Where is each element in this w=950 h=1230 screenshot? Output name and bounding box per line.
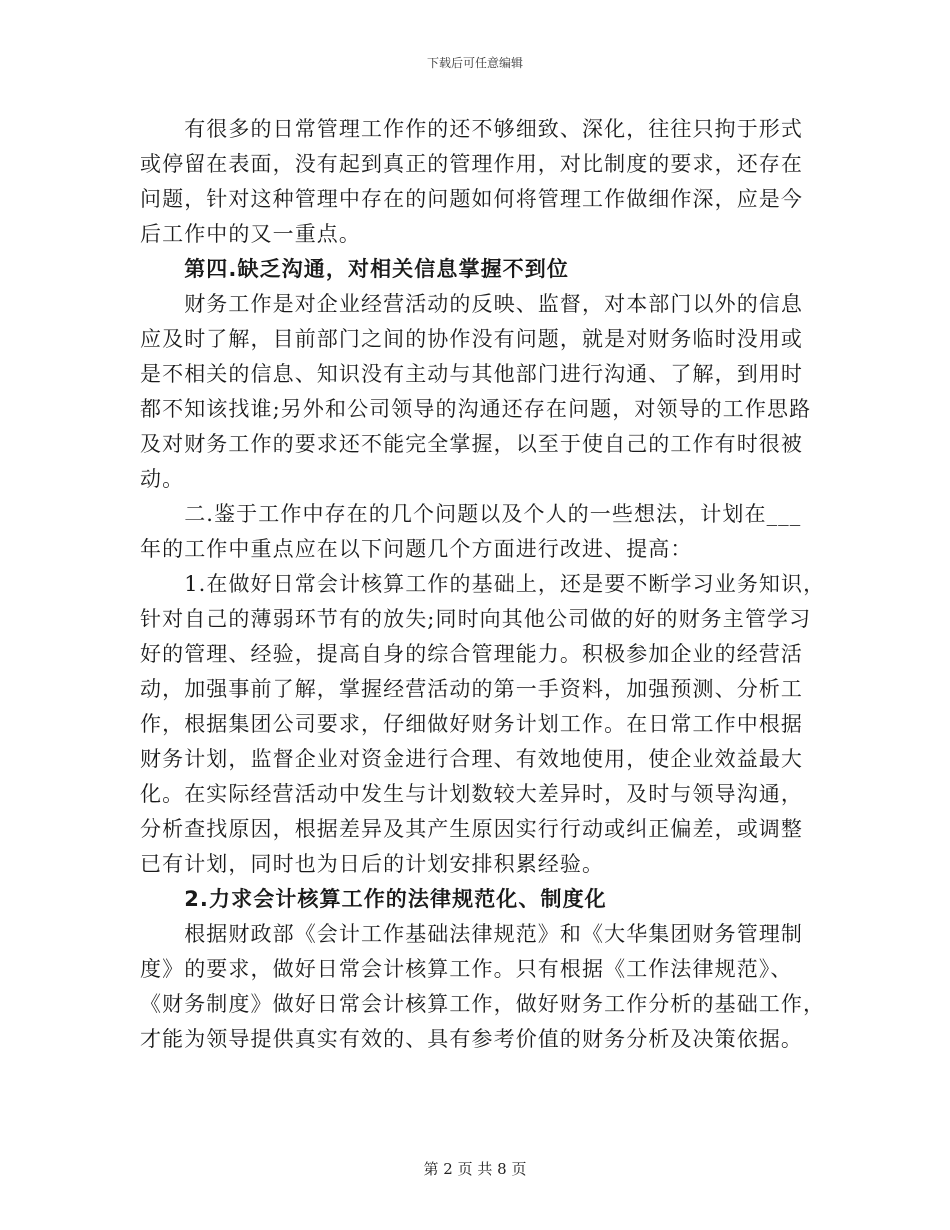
text-line: 动。 — [140, 467, 185, 491]
text-line: 针对自己的薄弱环节有的放失;同时向其他公司做的好的财务主管学习 — [140, 607, 812, 631]
text-line: 分析查找原因，根据差异及其产生原因实行行动或纠正偏差，或调整 — [140, 817, 803, 841]
text-line: 及对财务工作的要求还不能完全掌握，以至于使自己的工作有时很被 — [140, 432, 803, 456]
text-line: 根据财政部《会计工作基础法律规范》和《大华集团财务管理制 — [140, 922, 803, 946]
text-line: 作，根据集团公司要求，仔细做好财务计划工作。在日常工作中根据 — [140, 712, 803, 736]
document-body — [140, 112, 826, 1057]
text-line: 财务计划，监督企业对资金进行合理、有效地使用，使企业效益最大 — [140, 747, 803, 771]
text-line: 问题，针对这种管理中存在的问题如何将管理工作做细作深，应是今 — [140, 187, 803, 211]
text-line: 度》的要求，做好日常会计核算工作。只有根据《工作法律规范》、 — [140, 957, 793, 981]
section-heading: 第四.缺乏沟通，对相关信息掌握不到位 — [140, 257, 569, 281]
page-header: 下载后可任意编辑 — [426, 56, 523, 70]
text-line: 财务工作是对企业经营活动的反映、监督，对本部门以外的信息 — [140, 292, 803, 316]
text-line: 二.鉴于工作中存在的几个问题以及个人的一些想法，计划在___ — [140, 502, 802, 526]
text-line: 《财务制度》做好日常会计核算工作，做好财务工作分析的基础工作， — [140, 992, 826, 1016]
text-line: 应及时了解，目前部门之间的协作没有问题，就是对财务临时没用或 — [140, 327, 803, 351]
text-line: 是不相关的信息、知识没有主动与其他部门进行沟通、了解，到用时 — [140, 362, 803, 386]
text-line: 有很多的日常管理工作作的还不够细致、深化，往往只拘于形式 — [140, 117, 803, 141]
text-line: 后工作中的又一重点。 — [140, 222, 361, 246]
text-line: 化。在实际经营活动中发生与计划数较大差异时，及时与领导沟通， — [140, 782, 803, 806]
text-line: 年的工作中重点应在以下问题几个方面进行改进、提高： — [140, 537, 693, 561]
text-line: 好的管理、经验，提高自身的综合管理能力。积极参加企业的经营活 — [140, 642, 803, 666]
text-line: 都不知该找谁;另外和公司领导的沟通还存在问题，对领导的工作思路 — [140, 397, 812, 421]
section-heading: 2.力求会计核算工作的法律规范化、制度化 — [140, 887, 607, 911]
text-line: 才能为领导提供真实有效的、具有参考价值的财务分析及决策依据。 — [140, 1027, 803, 1051]
text-line: 动，加强事前了解，掌握经营活动的第一手资料，加强预测、分析工 — [140, 677, 803, 701]
text-line: 或停留在表面，没有起到真正的管理作用，对比制度的要求，还存在 — [140, 152, 803, 176]
page-footer: 第 2 页 共 8 页 — [423, 1160, 527, 1178]
text-line: 已有计划，同时也为日后的计划安排积累经验。 — [140, 852, 605, 876]
text-line: 1.在做好日常会计核算工作的基础上，还是要不断学习业务知识， — [140, 572, 826, 596]
